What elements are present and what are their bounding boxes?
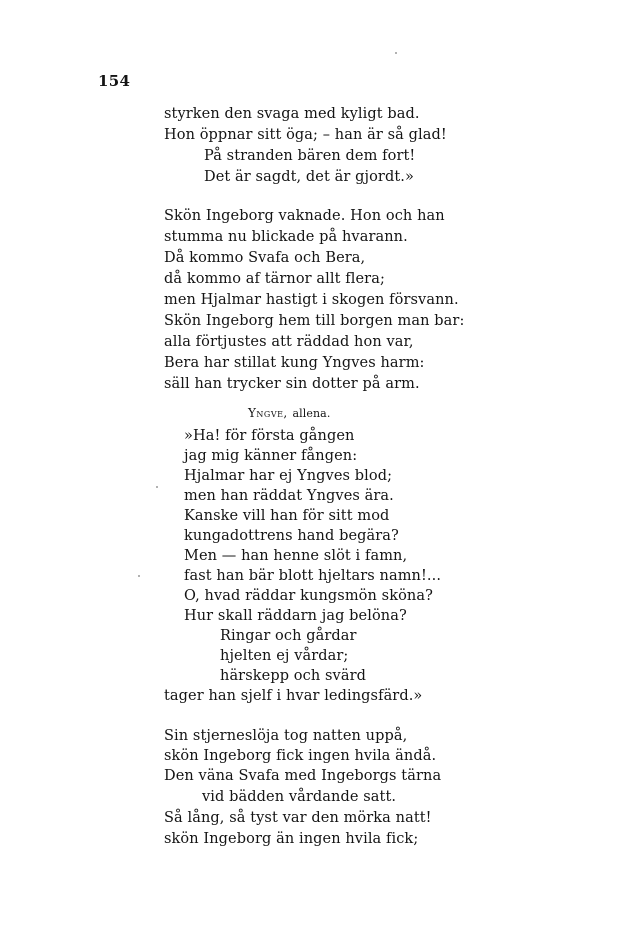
verse-line: fast han bär blott hjeltars namn!...: [184, 568, 442, 584]
verse-line: jag mig känner fången:: [184, 448, 358, 464]
scan-speck: [138, 575, 140, 577]
verse-line: Skön Ingeborg hem till borgen man bar:: [164, 313, 465, 329]
verse-line: Det är sagdt, det är gjordt.»: [204, 169, 414, 185]
page-number: 154: [98, 72, 131, 90]
verse-line: På stranden bären dem fort!: [204, 148, 416, 164]
verse-line: skön Ingeborg än ingen hvila fick;: [164, 831, 419, 847]
verse-line: Kanske vill han för sitt mod: [184, 508, 390, 524]
verse-line: Så lång, så tyst var den mörka natt!: [164, 810, 432, 826]
verse-line: tager han sjelf i hvar ledingsfärd.»: [164, 688, 423, 704]
verse-line: då kommo af tärnor allt flera;: [164, 271, 385, 287]
verse-line: men han räddat Yngves ära.: [184, 488, 394, 504]
verse-line: Då kommo Svafa och Bera,: [164, 250, 366, 266]
verse-line: kungadottrens hand begära?: [184, 528, 399, 544]
verse-line: Hjalmar har ej Yngves blod;: [184, 468, 393, 484]
verse-line: Den väna Svafa med Ingeborgs tärna: [164, 768, 442, 784]
verse-line: hjelten ej vårdar;: [220, 648, 349, 664]
verse-line: alla förtjustes att räddad hon var,: [164, 334, 414, 350]
verse-line: men Hjalmar hastigt i skogen försvann.: [164, 292, 459, 308]
verse-line: Bera har stillat kung Yngves harm:: [164, 355, 425, 371]
verse-line: vid bädden vårdande satt.: [202, 789, 397, 805]
scan-speck: [395, 52, 397, 54]
verse-line: Men — han henne slöt i famn,: [184, 548, 408, 564]
scan-speck: [156, 486, 158, 488]
verse-line: Hur skall räddarn jag belöna?: [184, 608, 407, 624]
speaker-heading: [248, 403, 330, 424]
verse-line: styrken den svaga med kyligt bad.: [164, 106, 420, 122]
verse-line: Hon öppnar sitt öga; – han är så glad!: [164, 127, 447, 143]
verse-line: säll han trycker sin dotter på arm.: [164, 376, 420, 392]
verse-line: Ringar och gårdar: [220, 628, 357, 644]
verse-line: »Ha! för första gången: [184, 428, 355, 444]
verse-line: skön Ingeborg fick ingen hvila ändå.: [164, 748, 437, 764]
verse-line: stumma nu blickade på hvarann.: [164, 229, 408, 245]
verse-line: Sin stjerneslöja tog natten uppå,: [164, 728, 408, 744]
verse-line: O, hvad räddar kungsmön sköna?: [184, 588, 433, 604]
verse-line: Skön Ingeborg vaknade. Hon och han: [164, 208, 445, 224]
speaker-note: allena.: [292, 407, 331, 420]
speaker-name: Yngve,: [248, 406, 288, 420]
verse-line: härskepp och svärd: [220, 668, 366, 684]
